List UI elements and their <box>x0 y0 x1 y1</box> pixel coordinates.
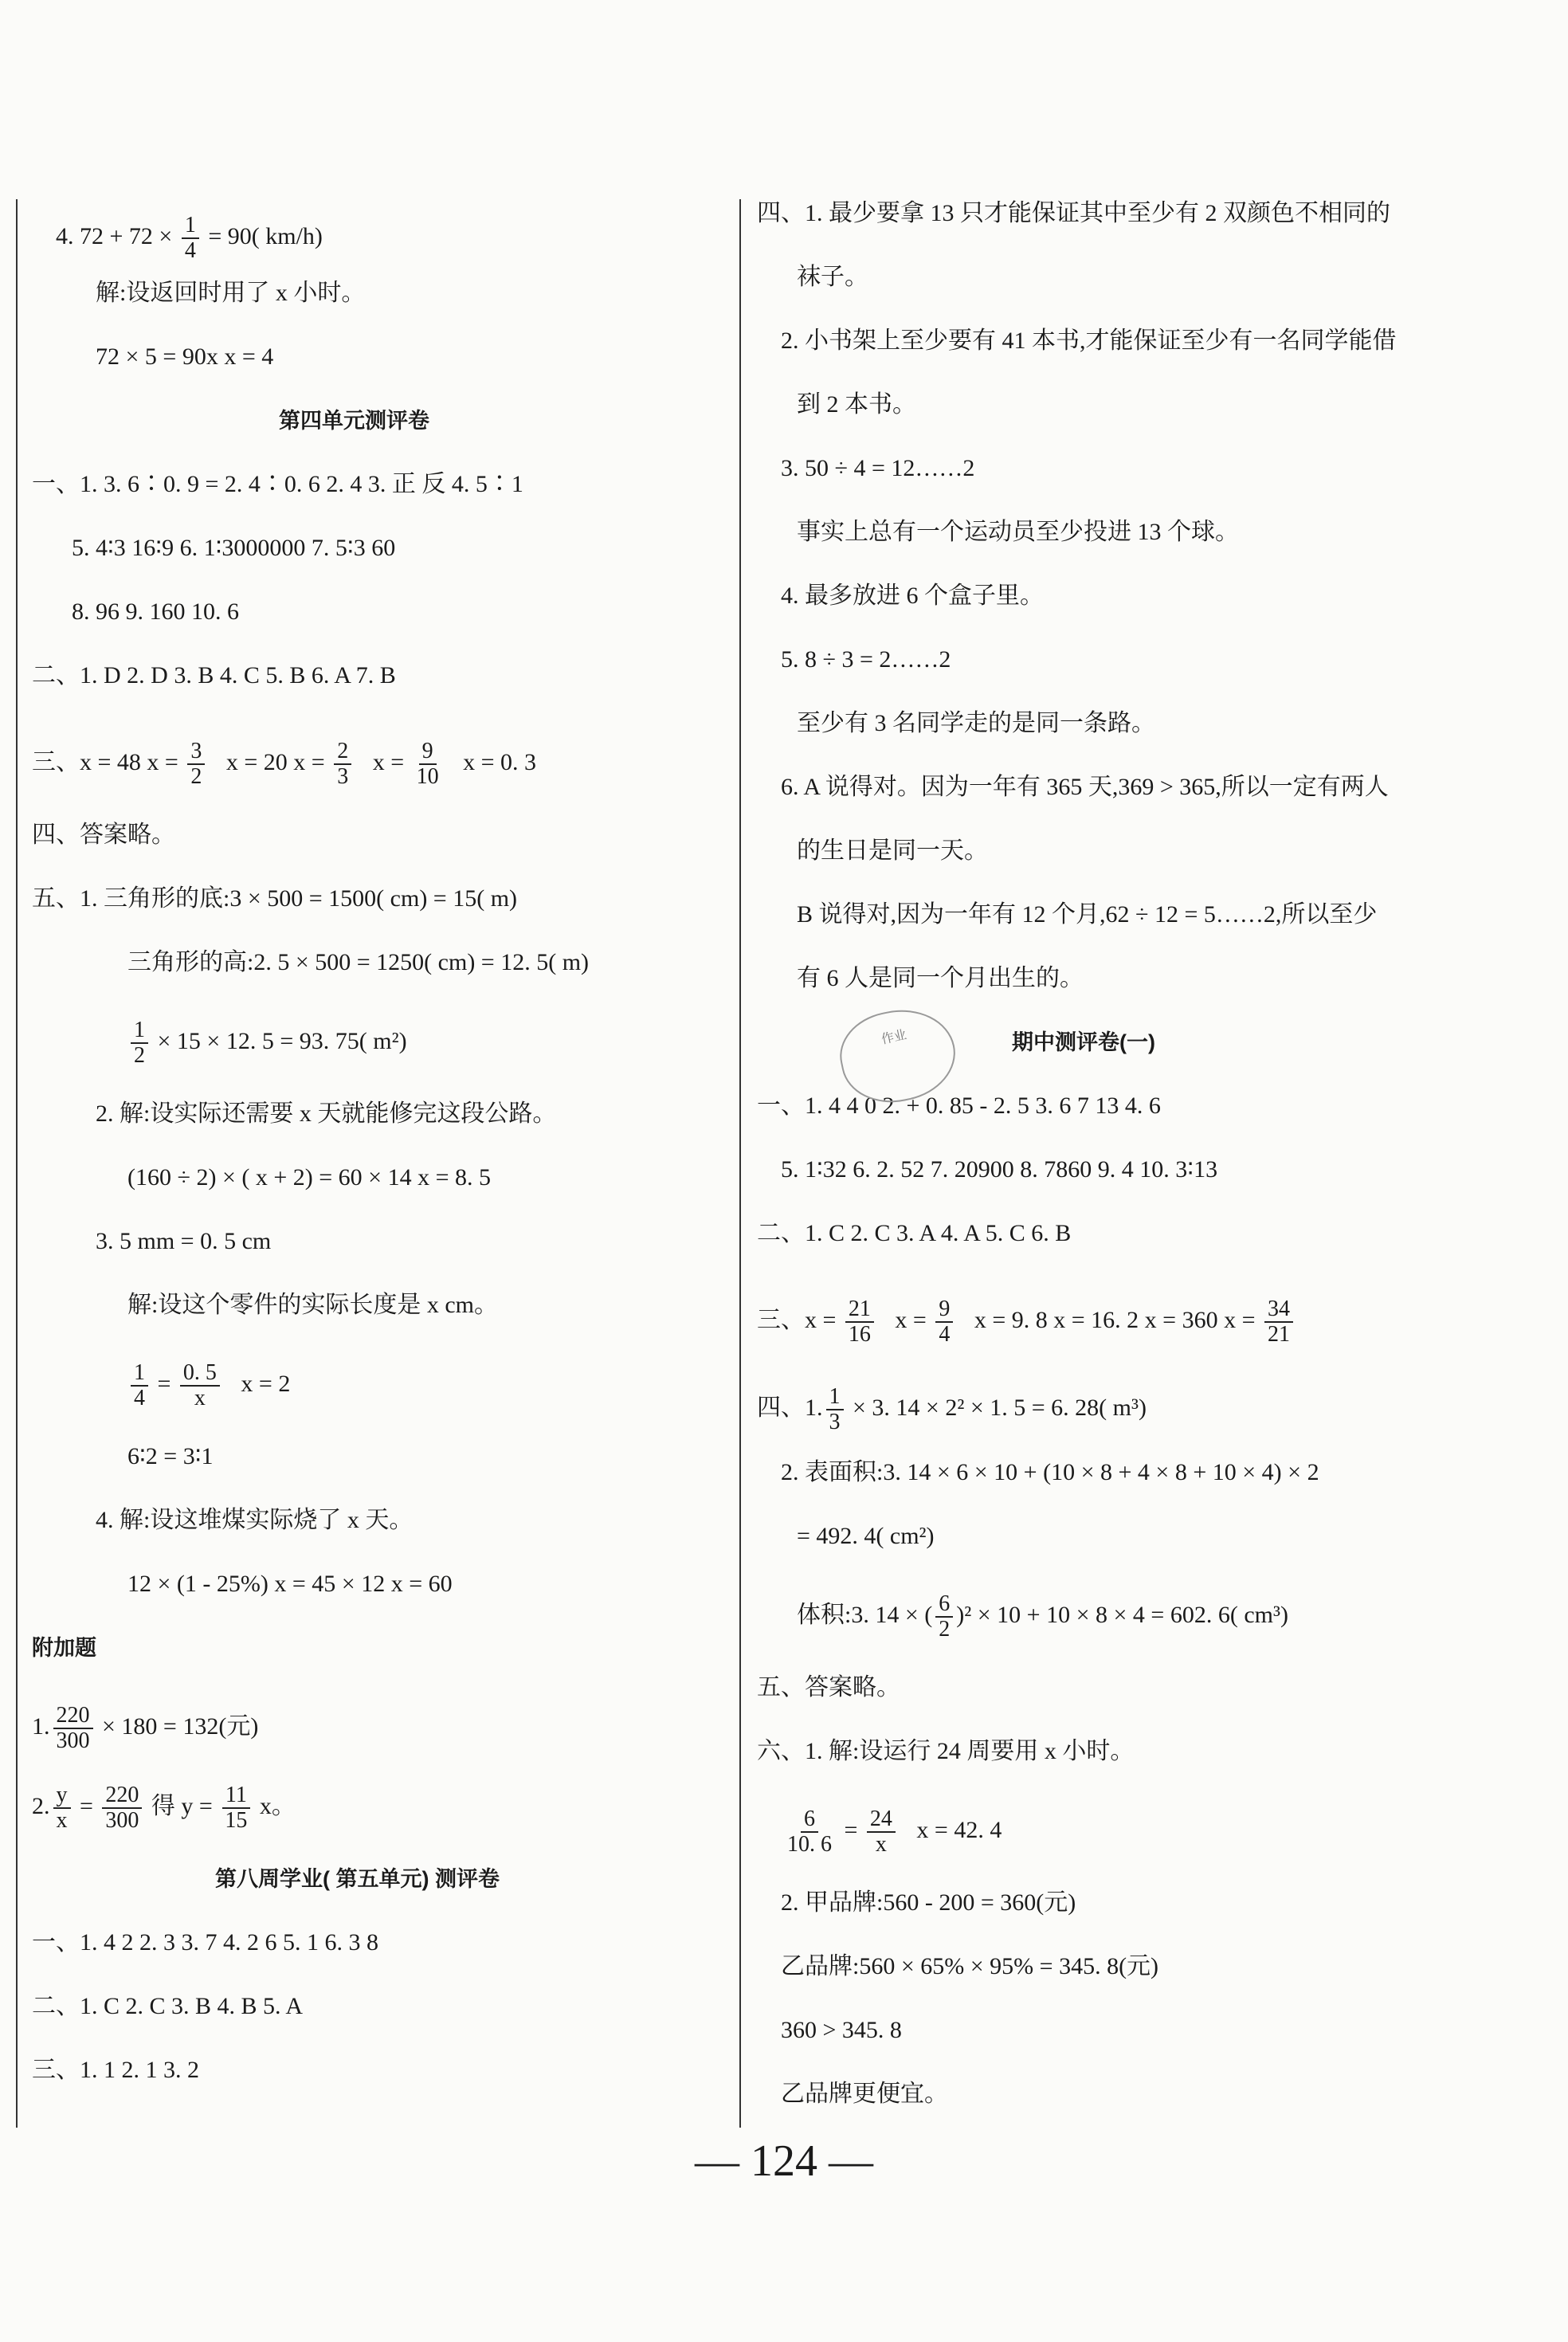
answer-line: 2. 解:设实际还需要 x 天就能修完这段公路。 <box>96 1100 557 1127</box>
answer-line: = 492. 4( cm²) <box>797 1523 935 1549</box>
answer-line: $\frac{1}{4}$ = $\frac{0. 5}{x}$ x = 2 <box>127 1361 290 1393</box>
answer-line: (160 ÷ 2) × ( x + 2) = 60 × 14 x = 8. 5 <box>127 1164 492 1191</box>
answer-line: 四、1. $\frac{1}{3}$ × 3. 14 × 2² × 1. 5 = 6. 28( m³) <box>757 1384 1147 1434</box>
answer-line: 4. 72 + 72 × $\frac{1}{4}$ = 90( km/h) <box>56 213 323 263</box>
section-title: 第四单元测评卷 <box>279 409 429 433</box>
answer-line: 五、1. 三角形的底:3 × 500 = 1500( cm) = 15( m) <box>32 885 518 912</box>
page-number: — 124 — <box>695 2136 873 2186</box>
answer-line: $\frac{6}{10. 6}$ = $\frac{24}{x}$ x = 42. 4 <box>781 1807 1002 1839</box>
stamp-logo: 作业 <box>833 999 964 1112</box>
answer-line: 四、1. 最少要拿 13 只才能保证其中至少有 2 双颜色不相同的 <box>757 200 1390 226</box>
answer-line: 事实上总有一个运动员至少投进 13 个球。 <box>797 519 1239 545</box>
fraction: $\frac{1}{2}$ <box>131 1018 148 1068</box>
fraction: $\frac{0. 5}{x}$ <box>180 1361 220 1410</box>
answer-line: 六、1. 解:设运行 24 周要用 x 小时。 <box>757 1738 1135 1764</box>
answer-line: 3. 5 mm = 0. 5 cm <box>96 1228 272 1254</box>
answer-line: 12 × (1 - 25%) x = 45 × 12 x = 60 <box>127 1571 453 1597</box>
answer-line: 的生日是同一天。 <box>797 838 988 864</box>
answer-line: 三、x = 48 x = $\frac{3}{2}$ x = 20 x = $\frac{2}{3}$ x = $\frac{9}{10}$ x = 0. 3 <box>32 739 537 789</box>
fraction: $\frac{220}{300}$ <box>53 1704 93 1753</box>
answer-line: 二、1. C 2. C 3. A 4. A 5. C 6. B <box>757 1220 1072 1246</box>
fraction: $\frac{3}{2}$ <box>187 739 205 789</box>
answer-line: 6. A 说得对。因为一年有 365 天,369 > 365,所以一定有两人 <box>781 774 1389 800</box>
answer-line: 五、答案略。 <box>757 1674 900 1701</box>
answer-line: 5. 4∶3 16∶9 6. 1∶3000000 7. 5∶3 60 <box>72 535 396 561</box>
fraction: $\frac{34}{21}$ <box>1264 1297 1293 1347</box>
fraction: $\frac{220}{300}$ <box>102 1783 142 1833</box>
answer-line: 一、1. 4 4 0 2. + 0. 85 - 2. 5 3. 6 7 13 4. 6 <box>757 1093 1161 1119</box>
answer-line: 体积:3. 14 × ( $\frac{6}{2}$ )² × 10 + 10 × 8 × 4 = 602. 6( cm³) <box>797 1591 1288 1642</box>
answer-line: 2. $\frac{y}{x}$ = $\frac{220}{300}$ 得 y = $\frac{11}{15}$ x。 <box>32 1783 296 1833</box>
answer-line: 到 2 本书。 <box>797 391 916 418</box>
answer-line: 三角形的高:2. 5 × 500 = 1250( cm) = 12. 5( m) <box>127 949 590 975</box>
fraction: $\frac{6}{10. 6}$ <box>787 1807 832 1857</box>
answer-line: 5. 1∶32 6. 2. 52 7. 20900 8. 7860 9. 4 10. 3∶13 <box>781 1156 1218 1183</box>
answer-line: 4. 解:设这堆煤实际烧了 x 天。 <box>96 1507 414 1533</box>
section-title: 期中测评卷(一) <box>1012 1030 1155 1054</box>
answer-line: 二、1. C 2. C 3. B 4. B 5. A <box>32 1993 304 2019</box>
answer-line: 360 > 345. 8 <box>781 2017 902 2043</box>
answer-line: 三、x = $\frac{21}{16}$ x = $\frac{9}{4}$ x = 9. 8 x = 16. 2 x = 360 x = $\frac{34}{21}$ <box>757 1297 1296 1329</box>
answer-line: 一、1. 3. 6∶0. 9 = 2. 4∶0. 6 2. 4 3. 正 反 4. 5∶1 <box>32 471 523 497</box>
left-margin-line <box>16 199 18 2128</box>
section-title: 第八周学业( 第五单元) 测评卷 <box>215 1867 500 1891</box>
answer-line: 四、答案略。 <box>32 822 175 848</box>
fraction: $\frac{2}{3}$ <box>334 739 351 789</box>
answer-line: 3. 50 ÷ 4 = 12……2 <box>781 455 975 481</box>
answer-line: 解:设这个零件的实际长度是 x cm。 <box>127 1292 498 1318</box>
answer-line: 三、1. 1 2. 1 3. 2 <box>32 2057 199 2083</box>
answer-line: 至少有 3 名同学走的是同一条路。 <box>797 710 1155 736</box>
column-divider <box>739 199 741 2128</box>
fraction: $\frac{11}{15}$ <box>221 1783 250 1833</box>
fraction: $\frac{9}{4}$ <box>935 1297 953 1347</box>
answer-line: 5. 8 ÷ 3 = 2……2 <box>781 646 951 673</box>
fraction: $\frac{24}{x}$ <box>867 1807 896 1857</box>
answer-line: B 说得对,因为一年有 12 个月,62 ÷ 12 = 5……2,所以至少 <box>797 901 1378 928</box>
answer-line: 1. $\frac{220}{300}$ × 180 = 132(元) <box>32 1703 259 1753</box>
fraction: $\frac{1}{4}$ <box>182 214 199 263</box>
answer-line: 72 × 5 = 90x x = 4 <box>96 343 274 370</box>
answer-line: 2. 甲品牌:560 - 200 = 360(元) <box>781 1889 1076 1916</box>
fraction: $\frac{1}{3}$ <box>826 1385 844 1434</box>
answer-line: 有 6 人是同一个月出生的。 <box>797 965 1084 991</box>
answer-line: 6∶2 = 3∶1 <box>127 1443 214 1469</box>
answer-line: 一、1. 4 2 2. 3 3. 7 4. 2 6 5. 1 6. 3 8 <box>32 1929 378 1956</box>
answer-line: 4. 最多放进 6 个盒子里。 <box>781 583 1044 609</box>
fraction: $\frac{9}{10}$ <box>416 739 439 789</box>
answer-line: 8. 96 9. 160 10. 6 <box>72 598 239 625</box>
answer-line: 解:设返回时用了 x 小时。 <box>96 280 366 306</box>
fraction: $\frac{1}{4}$ <box>131 1361 148 1410</box>
fraction: $\frac{y}{x}$ <box>53 1783 71 1833</box>
fraction: $\frac{21}{16}$ <box>845 1297 874 1347</box>
answer-line: 乙品牌更便宜。 <box>781 2081 948 2107</box>
fraction: $\frac{6}{2}$ <box>935 1592 953 1642</box>
answer-line: $\frac{1}{2}$ × 15 × 12. 5 = 93. 75( m²) <box>127 1018 407 1050</box>
answer-line: 乙品牌:560 × 65% × 95% = 345. 8(元) <box>781 1953 1159 1979</box>
answer-line: 2. 表面积:3. 14 × 6 × 10 + (10 × 8 + 4 × 8 + 10 × 4) × 2 <box>781 1459 1319 1485</box>
section-title: 附加题 <box>32 1636 96 1660</box>
answer-line: 2. 小书架上至少要有 41 本书,才能保证至少有一名同学能借 <box>781 328 1397 354</box>
answer-line: 袜子。 <box>797 264 868 290</box>
answer-line: 二、1. D 2. D 3. B 4. C 5. B 6. A 7. B <box>32 662 396 688</box>
